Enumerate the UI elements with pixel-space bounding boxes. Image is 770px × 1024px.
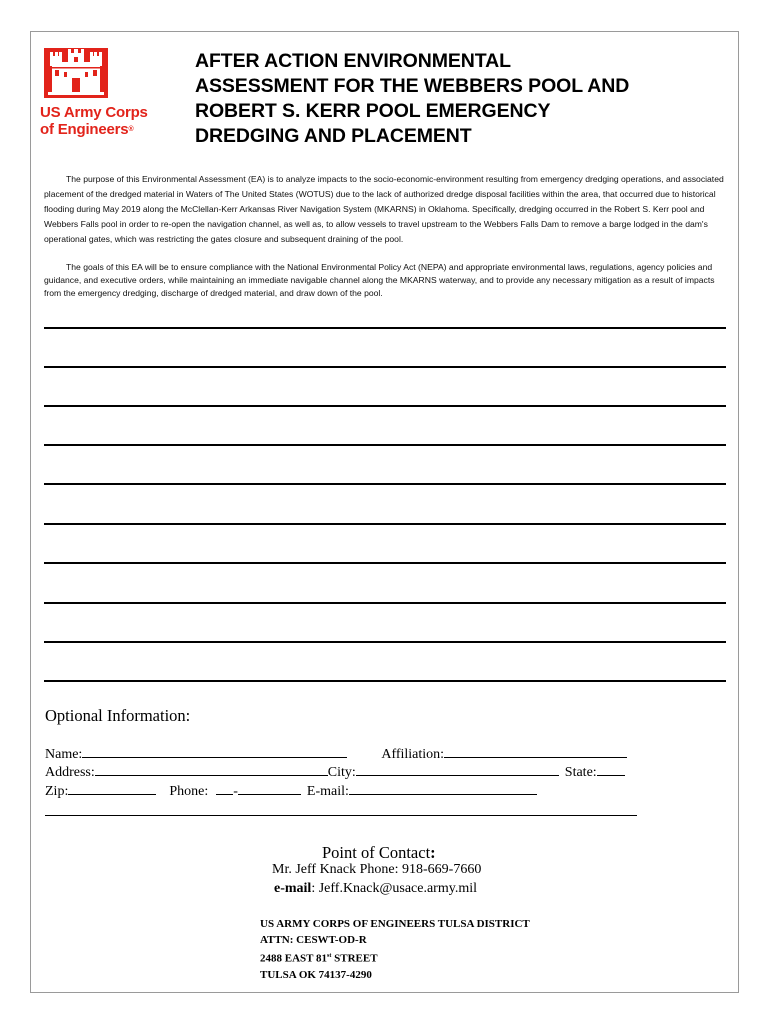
purpose-paragraph-block	[44, 172, 724, 247]
address-city-state-row	[45, 762, 625, 781]
castle-icon	[44, 48, 108, 98]
zip-label: Zip:	[45, 784, 69, 799]
comment-line[interactable]	[44, 366, 726, 368]
title-line-4: DREDGING AND PLACEMENT	[195, 125, 472, 147]
poc-heading-text: Point of Contact	[322, 843, 431, 862]
title-line-3: ROBERT S. KERR POOL EMERGENCY	[195, 100, 551, 122]
address-line-1: US ARMY CORPS OF ENGINEERS TULSA DISTRICT	[260, 918, 530, 930]
goals-paragraph: The goals of this EA will be to ensure compliance with the National Environmental Policy Act (NEPA) and appropriate environmental laws, regulations, agency policies and guidance, and executive orders, while maintaining an immediate navigable channel along the MKARNS waterway, and to provide any necessary mitigation as a result of impacts from the emergency dredging, discharge of dredged material, and draw down of the pool.	[44, 262, 715, 298]
name-field[interactable]	[82, 744, 347, 758]
comment-line[interactable]	[44, 641, 726, 643]
city-label: City:	[327, 765, 356, 780]
comment-line[interactable]	[44, 562, 726, 564]
phone-dash: -	[233, 784, 238, 799]
contact-email	[274, 881, 477, 897]
comment-line[interactable]	[44, 444, 726, 446]
name-affiliation-row	[45, 744, 627, 763]
address-street-number: 2488 EAST 81	[260, 952, 328, 965]
address-line-4: TULSA OK 74137-4290	[260, 968, 372, 981]
usace-logo	[40, 48, 170, 143]
phone-area-field[interactable]	[216, 781, 233, 795]
affiliation-field[interactable]	[444, 744, 627, 758]
contact-person: Mr. Jeff Knack Phone: 918-669-7660	[272, 862, 482, 877]
email-field[interactable]	[349, 781, 537, 795]
comment-line[interactable]	[44, 523, 726, 525]
registered-mark: ®	[128, 126, 134, 133]
section-divider	[45, 815, 637, 816]
comment-line[interactable]	[44, 405, 726, 407]
mailing-address	[260, 916, 530, 983]
name-label: Name:	[45, 747, 83, 762]
address-street-suffix: st	[327, 953, 332, 959]
logo-line-1: US Army Corps	[40, 104, 148, 121]
state-field[interactable]	[597, 762, 625, 776]
address-line-3	[260, 948, 530, 967]
title-line-1: AFTER ACTION ENVIRONMENTAL	[195, 50, 511, 72]
state-label: State:	[564, 765, 597, 780]
contact-email-value[interactable]: : Jeff.Knack@usace.army.mil	[311, 881, 477, 896]
logo-wordmark	[40, 104, 148, 138]
purpose-paragraph: The purpose of this Environmental Assessment (EA) is to analyze impacts to the socio-economic-environment resulting from emergency dredging operations, and associated placement of the dredged material in Waters of The United States (WOTUS) due to the lack of authorized dredge disposal facilities within the area, that occurred due to historical flooding during May 2019 along the McClellan-Kerr Arkansas River Navigation System (MKARNS) in Oklahoma. Specifically, dredging occurred in the Robert S. Kerr pool and Webbers Falls pool in order to re-open the navigation channel, as well as, to allow vessels to travel upstream to the Webbers Falls Dam to remove a barge lodged in the dam's operational gates, which was restricting the gates closure and subsequent draining of the pool.	[44, 174, 724, 244]
goals-paragraph-block	[44, 261, 724, 300]
zip-phone-email-row	[45, 781, 537, 800]
address-line-2: ATTN: CESWT-OD-R	[260, 934, 367, 946]
optional-info-heading: Optional Information:	[45, 706, 191, 725]
phone-label: Phone:	[169, 784, 209, 799]
poc-heading-colon: :	[430, 843, 436, 862]
city-field[interactable]	[356, 762, 559, 776]
comment-line[interactable]	[44, 602, 726, 604]
contact-email-label: e-mail	[274, 881, 312, 896]
zip-field[interactable]	[68, 781, 156, 795]
phone-number-field[interactable]	[238, 781, 301, 795]
comment-line[interactable]	[44, 680, 726, 682]
address-street-name: STREET	[331, 952, 378, 965]
document-title	[195, 49, 735, 149]
affiliation-label: Affiliation:	[381, 747, 445, 762]
logo-line-2: of Engineers	[40, 121, 129, 138]
address-field[interactable]	[95, 762, 328, 776]
title-line-2: ASSESSMENT FOR THE WEBBERS POOL AND	[195, 75, 630, 97]
email-label: E-mail:	[306, 784, 349, 799]
point-of-contact-heading	[322, 843, 436, 863]
comment-line[interactable]	[44, 483, 726, 485]
comment-line[interactable]	[44, 327, 726, 329]
address-label: Address:	[45, 765, 95, 780]
